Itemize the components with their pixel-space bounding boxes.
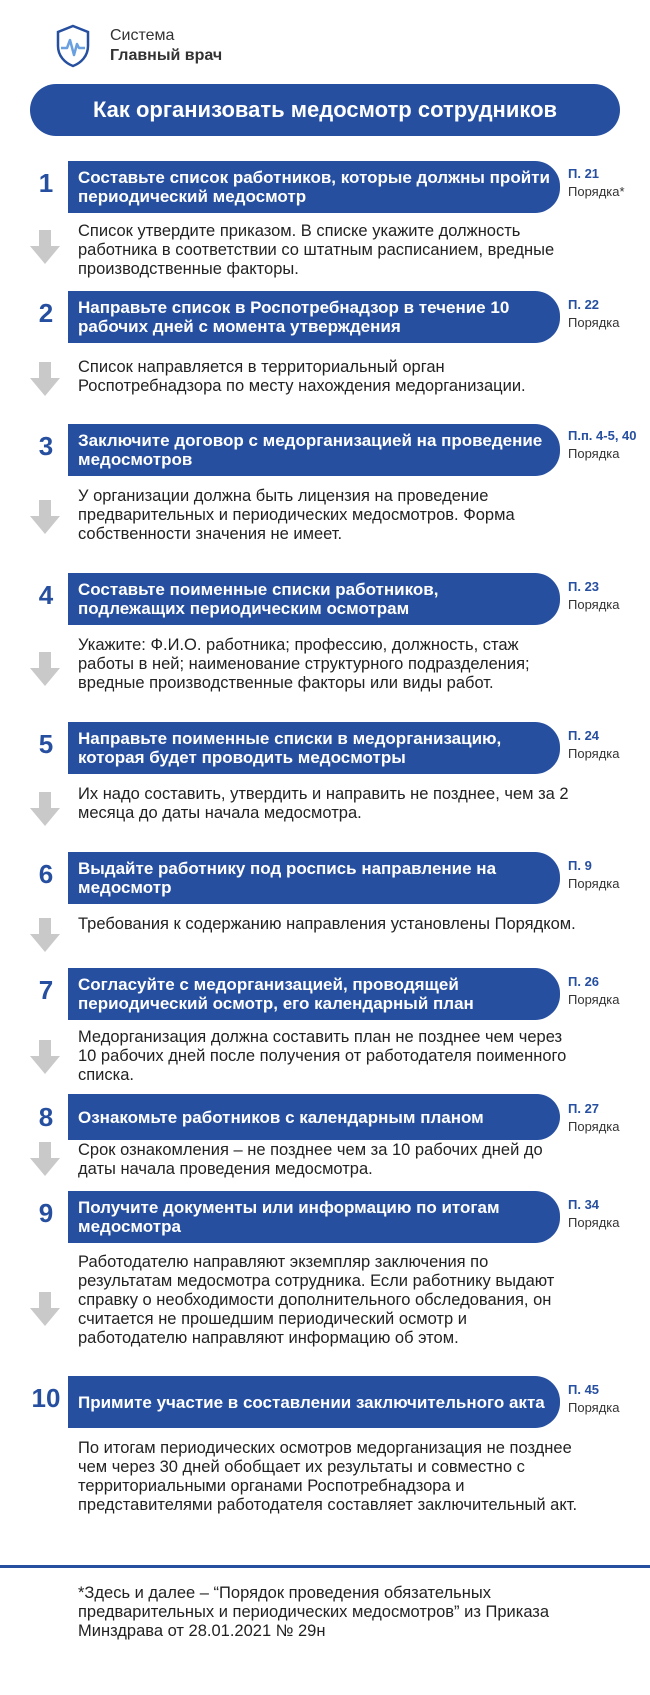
down-arrow-icon bbox=[30, 500, 60, 534]
step-reference: П. 27 Порядка bbox=[568, 1101, 620, 1134]
down-arrow-icon bbox=[30, 1142, 60, 1176]
step-number: 5 bbox=[38, 729, 54, 759]
step-description: Требования к содержанию направления установлены Порядком. bbox=[78, 915, 576, 933]
step-description: Срок ознакомления – не позднее чем за 10 рабочих дней до даты начала проведения медосмотра. bbox=[78, 1141, 543, 1178]
down-arrow-icon bbox=[30, 652, 60, 686]
brand bbox=[110, 26, 222, 66]
step-reference: П. 45 Порядка bbox=[568, 1382, 620, 1415]
step-description: Список утвердите приказом. В списке укажите должность работника в соответствии со штатным расписанием, вредные производственные факторы. bbox=[78, 222, 555, 278]
step-description: Медорганизация должна составить план не позднее чем через 10 рабочих дней после получения от работодателя поименного списка. bbox=[78, 1028, 567, 1084]
step-number: 2 bbox=[38, 298, 54, 328]
step-title: Заключите договор с медорганизацией на проведение медосмотров bbox=[68, 424, 560, 476]
step-title: Ознакомьте работников с календарным планом bbox=[68, 1094, 560, 1140]
step-title: Выдайте работнику под роспись направление на медосмотр bbox=[68, 852, 560, 904]
step-reference: П. 24 Порядка bbox=[568, 728, 620, 761]
step-title: Составьте список работников, которые должны пройти периодический медосмотр bbox=[68, 161, 560, 213]
divider bbox=[0, 1565, 650, 1568]
down-arrow-icon bbox=[30, 792, 60, 826]
step-description: Список направляется в территориальный орган Роспотребнадзора по месту нахождения медорганизации. bbox=[78, 358, 526, 395]
step-reference: П. 22 Порядка bbox=[568, 297, 620, 330]
step-number: 8 bbox=[38, 1102, 54, 1132]
step-description: У организации должна быть лицензия на проведение предварительных и периодических медосмотров. Форма собственности значения не имеет. bbox=[78, 487, 515, 543]
step-title: Получите документы или информацию по итогам медосмотра bbox=[68, 1191, 560, 1243]
step-reference: П. 23 Порядка bbox=[568, 579, 620, 612]
shield-logo-icon bbox=[56, 24, 90, 68]
step-reference: П. 9 Порядка bbox=[568, 858, 620, 891]
step-description: Работодателю направляют экземпляр заключения по результатам медосмотра сотрудника. Если работнику выдают справку о необходимости дополнительного обследования, он считается не прошедшим периодический осмотр и работодателю направляют информацию об этом. bbox=[78, 1253, 555, 1347]
step-reference: П. 34 Порядка bbox=[568, 1197, 620, 1230]
down-arrow-icon bbox=[30, 1292, 60, 1326]
step-number: 9 bbox=[38, 1198, 54, 1228]
step-number: 6 bbox=[38, 859, 54, 889]
step-title: Направьте список в Роспотребнадзор в течение 10 рабочих дней с момента утверждения bbox=[68, 291, 560, 343]
step-description: Укажите: Ф.И.О. работника; профессию, должность, стаж работы в ней; наименование структурного подразделения; вредные производственные факторы или виды работ. bbox=[78, 636, 530, 692]
down-arrow-icon bbox=[30, 918, 60, 952]
step-number: 3 bbox=[38, 431, 54, 461]
step-number: 1 bbox=[38, 168, 54, 198]
brand-line2: Главный врач bbox=[110, 47, 223, 64]
footnote: *Здесь и далее – “Порядок проведения обязательных предварительных и периодических медосмотров” из Приказа Минздрава от 28.01.2021 № 29н bbox=[78, 1584, 550, 1640]
step-title: Составьте поименные списки работников, подлежащих периодическим осмотрам bbox=[68, 573, 560, 625]
step-description: Их надо составить, утвердить и направить не позднее, чем за 2 месяца до даты начала медосмотра. bbox=[78, 785, 569, 822]
step-number: 4 bbox=[38, 580, 54, 610]
step-reference: П. 21 Порядка* bbox=[568, 166, 625, 199]
step-title: Примите участие в составлении заключительного акта bbox=[68, 1376, 560, 1428]
step-reference: П. 26 Порядка bbox=[568, 974, 620, 1007]
down-arrow-icon bbox=[30, 362, 60, 396]
page-title: Как организовать медосмотр сотрудников bbox=[30, 84, 620, 136]
step-title: Согласуйте с медорганизацией, проводящей периодический осмотр, его календарный план bbox=[68, 968, 560, 1020]
step-number: 10 bbox=[31, 1383, 61, 1413]
step-reference: П.п. 4-5, 40 Порядка bbox=[568, 428, 637, 461]
step-description: По итогам периодических осмотров медорганизация не позднее чем через 30 дней обобщает их результаты и совместно с территориальными органами Роспотребнадзора и представителями работодателя составляет заключительный акт. bbox=[78, 1439, 578, 1514]
step-title: Направьте поименные списки в медорганизацию, которая будет проводить медосмотры bbox=[68, 722, 560, 774]
down-arrow-icon bbox=[30, 230, 60, 264]
down-arrow-icon bbox=[30, 1040, 60, 1074]
step-number: 7 bbox=[38, 975, 54, 1005]
brand-line1: Система bbox=[110, 27, 175, 44]
